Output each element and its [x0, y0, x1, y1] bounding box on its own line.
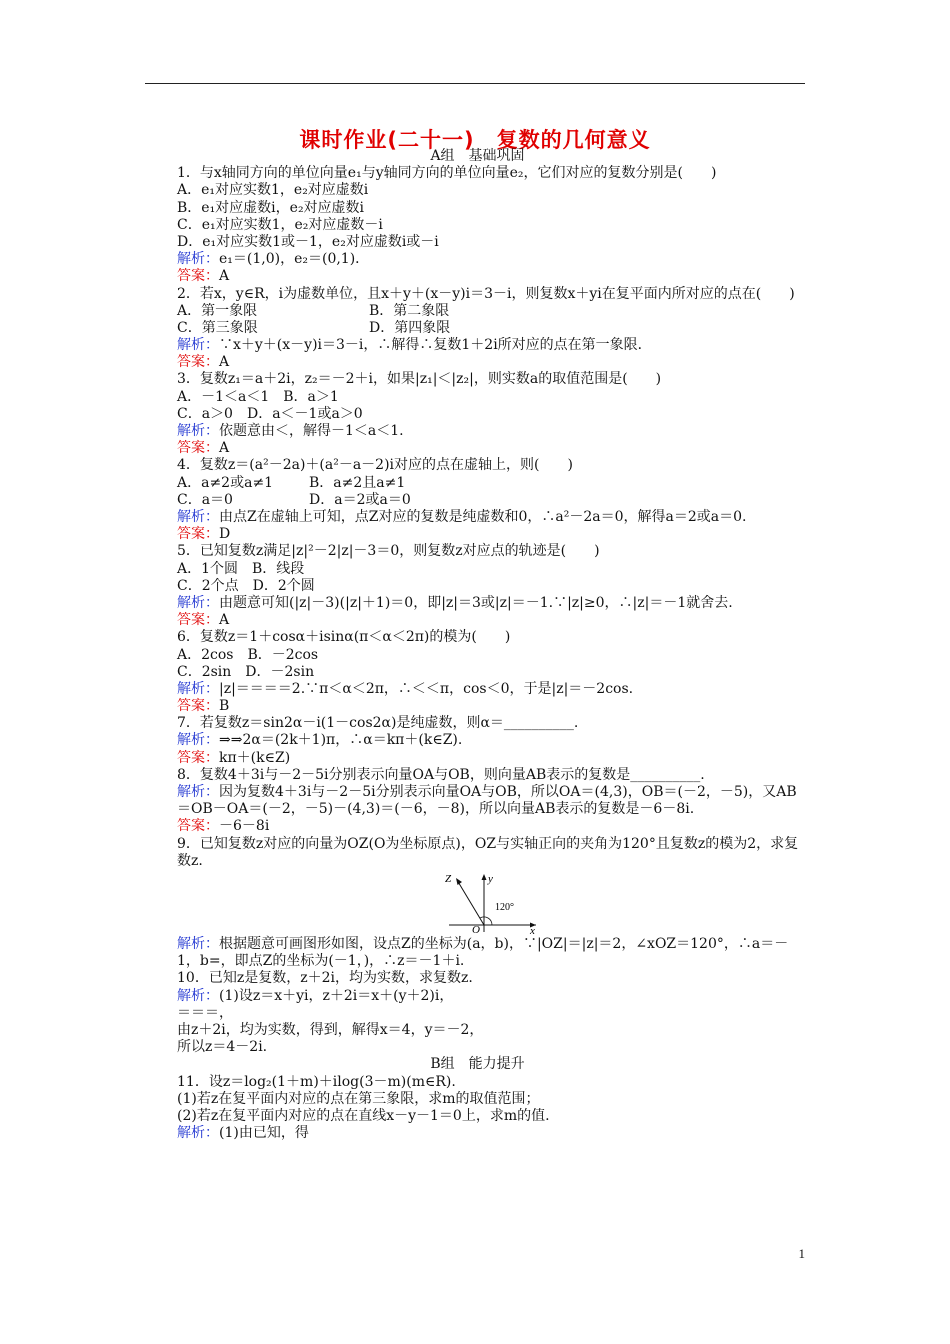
vector-oz-arrow — [456, 878, 462, 885]
q1-option-d: D．e₁对应实数1或－1，e₂对应虚数i或－i — [177, 233, 439, 250]
answer-label: 答案： — [177, 354, 219, 371]
q5-analysis-text: 由题意可知(|z|－3)(|z|＋1)＝0，即|z|＝3或|z|＝－1.∵|z|≥0，∴|z|＝－1就舍去. — [219, 594, 733, 611]
q6-answer — [145, 698, 810, 715]
q11-analysis — [145, 1125, 810, 1142]
document-body — [145, 148, 810, 1142]
q5-answer — [145, 612, 810, 629]
q5-answer-text: A — [219, 612, 230, 629]
q4-option-a: A．a≠2或a≠1 — [177, 474, 274, 491]
q8-analysis-text: 因为复数4＋3i与－2－5i分别表示向量OA与OB，所以OA＝(4,3)，OB＝(－2，－5)，又AB＝OB－OA＝(－2，－5)－(4,3)＝(－6，－8)，所以向量AB表示的复数是－6－8i. — [177, 784, 797, 818]
q2-option-c: C．第三象限 — [177, 319, 258, 336]
q11-part2: (2)若z在复平面内对应的点在直线x－y－1＝0上，求m的值. — [177, 1107, 550, 1124]
q7-stem: 7．若复数z＝sin2α－i(1－cos2α)是纯虚数，则α＝__________. — [177, 715, 579, 732]
analysis-label: 解析： — [177, 732, 219, 749]
vector-oz — [457, 880, 484, 925]
label-x: x — [530, 925, 535, 934]
analysis-label: 解析： — [177, 987, 219, 1004]
page-title: 课时作业(二十一) 复数的几何意义 — [299, 128, 651, 152]
q5-options-ab: A．1个圆 B．线段 — [177, 560, 305, 577]
answer-label: 答案： — [177, 440, 219, 457]
angle-label: 120° — [495, 902, 514, 913]
analysis-label: 解析： — [177, 251, 219, 268]
q3-analysis-text: 依题意由＜，解得－1＜a＜1. — [219, 423, 404, 440]
q11-stem: 11．设z＝log₂(1＋m)＋ilog(3－m)(m∈R). — [177, 1073, 456, 1090]
q3-stem: 3．复数z₁＝a＋2i，z₂＝－2＋i，如果|z₁|＜|z₂|，则实数a的取值范围是( ) — [177, 371, 662, 388]
q3-analysis — [145, 423, 810, 440]
q1-answer — [145, 268, 810, 285]
analysis-label: 解析： — [177, 423, 219, 440]
q5-analysis — [145, 595, 810, 612]
q10-stem: 10．已知z是复数，z＋2i，均为实数，求复数z. — [177, 970, 473, 987]
q11-analysis-text: (1)由已知，得 — [219, 1125, 309, 1142]
q4-analysis-text: 由点Z在虚轴上可知，点Z对应的复数是纯虚数和0，∴a²－2a＝0，解得a＝2或a＝0. — [219, 508, 747, 525]
q2-options-row2 — [145, 320, 810, 337]
page-number: 1 — [798, 1246, 805, 1261]
q7-analysis-text: ⇒⇒2α＝(2k＋1)π，∴α＝kπ＋(k∈Z). — [219, 732, 463, 749]
q3-options-ab: A．－1＜a＜1 B．a＞1 — [177, 388, 339, 405]
q6-answer-text: B — [219, 698, 230, 715]
label-y: y — [488, 873, 493, 885]
q10-line4: 所以z＝4－2i. — [177, 1039, 268, 1056]
q1-answer-text: A — [219, 268, 230, 285]
q4-answer-text: D — [219, 526, 231, 543]
q8-answer — [145, 818, 810, 835]
q5-options-cd: C．2个点 D．2个圆 — [177, 577, 315, 594]
q4-stem: 4．复数z＝(a²－2a)＋(a²－a－2)i对应的点在虚轴上，则( ) — [177, 457, 573, 474]
coordinate-diagram — [441, 870, 541, 934]
q2-options-row1 — [145, 303, 810, 320]
q1-stem: 1．与x轴同方向的单位向量e₁与y轴同方向的单位向量e₂，它们对应的复数分别是( ) — [177, 165, 717, 182]
q10-analysis — [145, 988, 810, 1005]
q10-line3: 由z＋2i，均为实数，得到，解得x＝4，y＝－2， — [177, 1021, 484, 1038]
answer-label: 答案： — [177, 268, 219, 285]
label-origin: O — [472, 924, 480, 934]
label-z: Z — [445, 873, 452, 885]
answer-label: 答案： — [177, 612, 219, 629]
q10-line2: ＝＝＝， — [177, 1004, 233, 1021]
q6-stem: 6．复数z＝1＋cosα＋isinα(π＜α＜2π)的模为( ) — [177, 629, 511, 646]
q10-line1: (1)设z＝x＋yi，z＋2i＝x＋(y＋2)i， — [219, 987, 454, 1004]
q4-options-row2 — [145, 492, 810, 509]
answer-label: 答案： — [177, 526, 219, 543]
q6-analysis — [145, 681, 810, 698]
q1-analysis-text: e₁＝(1,0)，e₂＝(0,1)． — [219, 251, 370, 268]
q6-options-ab: A．2cos B．－2cos — [177, 646, 319, 663]
q6-analysis-text: |z|＝＝＝＝2.∵π＜α＜2π，∴＜＜π，cos＜0，于是|z|＝－2cos. — [219, 680, 634, 697]
q2-answer — [145, 354, 810, 371]
q3-answer-text: A — [219, 440, 230, 457]
q2-option-d: D．第四象限 — [369, 319, 451, 336]
q4-options-row1 — [145, 475, 810, 492]
q3-options-cd: C．a＞0 D．a＜－1或a＞0 — [177, 405, 363, 422]
q11-part1: (1)若z在复平面内对应的点在第三象限，求m的取值范围； — [177, 1090, 540, 1107]
header-rule — [145, 83, 805, 84]
q1-option-c: C．e₁对应实数1，e₂对应虚数－i — [177, 216, 383, 233]
y-axis-arrow — [482, 874, 487, 880]
q8-stem: 8．复数4＋3i与－2－5i分别表示向量OA与OB，则向量AB表示的复数是__________. — [177, 766, 705, 783]
q3-answer — [145, 440, 810, 457]
q6-options-cd: C．2sin D．－2sin — [177, 663, 315, 680]
analysis-label: 解析： — [177, 508, 219, 525]
section-b-heading: B组 能力提升 — [430, 1056, 525, 1073]
section-a-heading: A组 基础巩固 — [430, 148, 525, 164]
analysis-label: 解析： — [177, 1125, 219, 1142]
q9-analysis — [145, 936, 810, 970]
q8-answer-text: －6－8i — [219, 818, 270, 835]
q1-option-b: B．e₁对应虚数i，e₂对应虚数i — [177, 199, 365, 216]
answer-label: 答案： — [177, 749, 219, 766]
q4-option-c: C．a＝0 — [177, 491, 233, 508]
analysis-label: 解析： — [177, 680, 219, 697]
q4-answer — [145, 526, 810, 543]
q1-analysis — [145, 251, 810, 268]
q2-answer-text: A — [219, 354, 230, 371]
analysis-label: 解析： — [177, 936, 219, 952]
q4-option-b: B．a≠2且a≠1 — [309, 474, 406, 491]
q9-coordinate-figure — [145, 870, 810, 936]
q4-analysis — [145, 509, 810, 526]
q2-analysis — [145, 337, 810, 354]
q1-option-a: A．e₁对应实数1，e₂对应虚数i — [177, 182, 369, 199]
answer-label: 答案： — [177, 818, 219, 835]
analysis-label: 解析： — [177, 784, 219, 800]
q2-option-b: B．第二象限 — [369, 302, 450, 319]
q2-stem: 2．若x，y∈R，i为虚数单位，且x＋y＋(x－y)i＝3－i，则复数x＋yi在复平面内所对应的点在( ) — [177, 285, 795, 302]
q2-option-a: A．第一象限 — [177, 302, 258, 319]
q7-analysis — [145, 732, 810, 749]
q9-analysis-text: 根据题意可画图形如图，设点Z的坐标为(a，b)，∵|OZ|＝|z|＝2，∠xOZ＝120°，∴a＝－1，b=，即点Z的坐标为(－1，)，∴z＝－1＋i. — [177, 936, 789, 970]
q7-answer — [145, 750, 810, 767]
q9-stem: 9．已知复数z对应的向量为OZ(O为坐标原点)，OZ与实轴正向的夹角为120°且复数z的模为2，求复数z. — [177, 835, 799, 869]
q7-answer-text: kπ＋(k∈Z) — [219, 749, 291, 766]
q2-analysis-text: ∵x＋y＋(x－y)i＝3－i，∴解得∴复数1＋2i所对应的点在第一象限． — [219, 337, 652, 354]
q5-stem: 5．已知复数z满足|z|²－2|z|－3＝0，则复数z对应点的轨迹是( ) — [177, 543, 600, 560]
q4-option-d: D．a＝2或a＝0 — [309, 491, 411, 508]
analysis-label: 解析： — [177, 594, 219, 611]
q8-analysis — [145, 784, 810, 818]
answer-label: 答案： — [177, 698, 219, 715]
analysis-label: 解析： — [177, 337, 219, 354]
